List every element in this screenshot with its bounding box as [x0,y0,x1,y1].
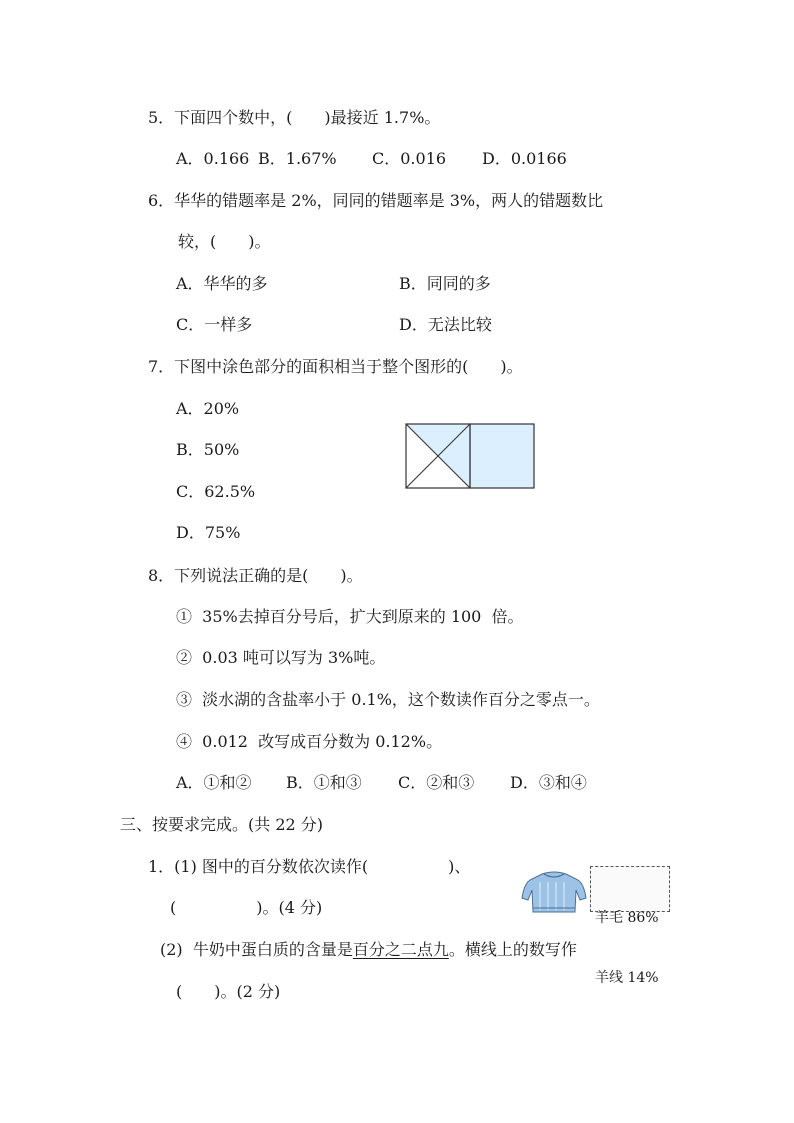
q8-option-a: A．①和② [176,773,252,792]
tag-yarn: 羊线 14% [595,970,659,986]
s3-q1-part1-line2: ( )。(4 分) [170,898,323,917]
q7-option-a: A．20% [176,399,240,418]
q7-shaded-figure [405,423,535,489]
sweater-body [522,872,586,912]
s3-q1-part1-line1: 1．(1) 图中的百分数依次读作( )、 [148,857,471,876]
q7-option-c: C．62.5% [176,482,256,501]
q7-option-b: B．50% [176,440,240,459]
q8-statement-1: ① 35%去掉百分号后，扩大到原来的 100 倍。 [176,607,524,626]
s3-q1-part2-line2: ( )。(2 分) [176,982,281,1001]
s3-q1-part2-underlined: 百分之二点九 [352,940,449,959]
q8-option-d: D．③和④ [510,773,587,792]
section3-title: 三、按要求完成。(共 22 分) [120,815,324,834]
q5-option-c: C．0.016 [372,149,447,168]
q7-option-d: D．75% [176,523,241,542]
q8-statement-4: ④ 0.012 改写成百分数为 0.12%。 [176,732,443,751]
s3-q1-part2-before: (2) 牛奶中蛋白质的含量是 [160,940,353,959]
q8-stem: 8．下列说法正确的是( )。 [148,566,363,585]
q7-stem: 7．下图中涂色部分的面积相当于整个图形的( )。 [148,357,523,376]
q6-option-a: A．华华的多 [176,274,268,293]
q8-statement-2: ② 0.03 吨可以写为 3%吨。 [176,648,386,667]
q8-option-c: C．②和③ [398,773,475,792]
q5-option-a: A．0.166 [176,149,250,168]
s3-q1-part2-line1 [160,940,577,960]
sweater-icon [520,868,588,916]
s3-q1-part2-after: 。横线上的数写作 [448,940,577,959]
q6-option-d: D．无法比较 [399,315,492,334]
q6-stem-line1: 6．华华的错题率是 2%，同同的错题率是 3%，两人的错题数比 [148,191,604,210]
q6-stem-line2: 较，( )。 [178,232,271,251]
q5-option-b: B．1.67% [258,149,337,168]
sweater-material-tag [590,866,670,986]
q6-option-b: B．同同的多 [399,274,491,293]
q8-option-b: B．①和③ [286,773,362,792]
tag-wool: 羊毛 86% [595,910,659,926]
q8-statement-3: ③ 淡水湖的含盐率小于 0.1%，这个数读作百分之零点一。 [176,690,600,709]
q5-stem: 5．下面四个数中，( )最接近 1.7%。 [148,108,441,127]
q7-right-square [470,424,534,488]
q6-option-c: C．一样多 [176,315,253,334]
q5-option-d: D．0.0166 [482,149,567,168]
